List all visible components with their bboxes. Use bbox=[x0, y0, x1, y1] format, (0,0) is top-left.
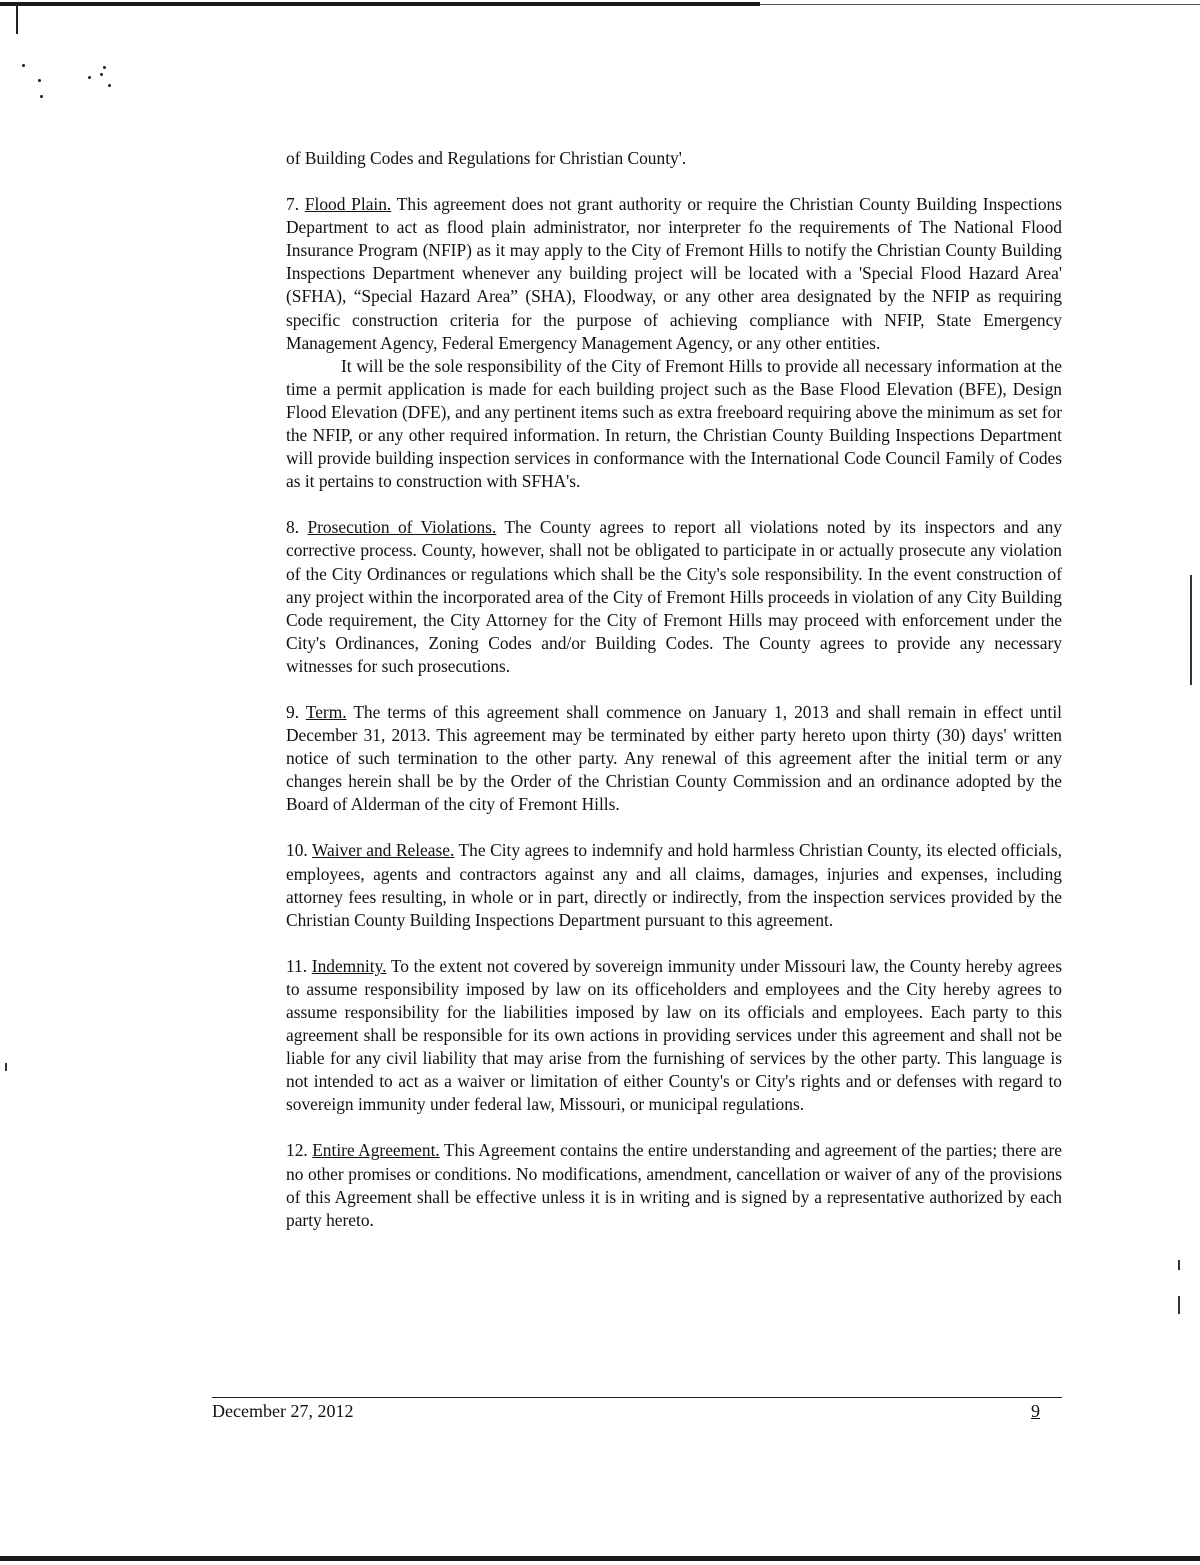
section-number: 8. bbox=[286, 517, 300, 538]
scan-speck bbox=[88, 76, 91, 79]
scan-right-edge bbox=[1190, 575, 1192, 685]
section-text: This Agreement contains the entire understanding and agreement of the parties; there are no other promises or conditions. No modifications, amendment, cancellation or waiver of any of the provisions of this Agreement shall be effective unless it is in writing and is signed by a representative authorized by each party hereto. bbox=[286, 1140, 1062, 1230]
scan-speck bbox=[40, 95, 43, 98]
section-number: 9. bbox=[286, 701, 300, 722]
document-body bbox=[286, 147, 1062, 1232]
section-text: The County agrees to report all violations noted by its inspectors and any corrective process. County, however, shall not be obligated to participate in or actually prosecute any violation of the City Ordinances or regulations which shall be the City's sole responsibility. In the event construction of any project within the incorporated area of the City of Fremont Hills proceeds in violation of any City Building Code requirement, the City Attorney for the City of Fremont Hills may proceed with enforcement under the City's Ordinances, Zoning Codes and/or Building Codes. The County agrees to provide any necessary witnesses for such prosecutions. bbox=[286, 517, 1062, 676]
section-text: The terms of this agreement shall commence on January 1, 2013 and shall remain in effect until December 31, 2013. This agreement may be terminated by either party hereto upon thirty (30) days' written notice of such termination to the other party. Any renewal of this agreement after the initial term or any changes herein shall be by the Order of the Christian County Commission and an ordinance adopted by the Board of Alderman of the city of Fremont Hills. bbox=[286, 701, 1062, 815]
section-number: 10. bbox=[286, 840, 308, 861]
section-9-paragraph bbox=[286, 701, 1062, 816]
section-number: 11. bbox=[286, 955, 308, 976]
section-heading: Prosecution of Violations. bbox=[307, 517, 497, 538]
scan-tick-mark bbox=[5, 1063, 7, 1071]
section-7-paragraph-2: It will be the sole responsibility of the City of Fremont Hills to provide all necessary information at the time a permit application is made for each building project such as the Base Flood Elevation (BFE), Design Flood Elevation (DFE), and any pertinent items such as extra freeboard requiring above the minimum as set for the NFIP, or any other required information. In return, the Christian County Building Inspections Department will provide building inspection services in conformance with the International Code Council Family of Codes as it pertains to construction with SFHA's. bbox=[286, 355, 1062, 492]
scan-speck bbox=[103, 66, 106, 69]
section-11-paragraph bbox=[286, 955, 1062, 1117]
scan-top-bar bbox=[0, 2, 760, 6]
section-heading: Waiver and Release. bbox=[311, 840, 455, 861]
section-8-paragraph bbox=[286, 516, 1062, 678]
scan-speck bbox=[108, 84, 111, 87]
scan-tick-mark bbox=[1178, 1260, 1180, 1270]
scan-speck bbox=[38, 79, 41, 82]
section-heading: Entire Agreement. bbox=[312, 1140, 440, 1161]
section-text: To the extent not covered by sovereign immunity under Missouri law, the County hereby agrees to assume responsibility imposed by law on its officeholders and employees and the City hereby agrees to assume responsibility for the liabilities imposed by law on its officials and employees. Each party to this agreement shall be responsible for its own actions in providing services under this agreement and shall not be liable for any civil liability that may arise from the furnishing of services by the other party. This language is not intended to act as a waiver or limitation of either County's or City's rights and or defenses with regard to sovereign immunity under federal law, Missouri, or municipal regulations. bbox=[286, 955, 1062, 1115]
footer-rule bbox=[212, 1397, 1062, 1398]
scan-speck bbox=[100, 73, 103, 76]
scan-bottom-border bbox=[0, 1556, 1200, 1561]
scan-left-edge bbox=[16, 4, 18, 34]
section-12-paragraph bbox=[286, 1139, 1062, 1231]
scan-top-border bbox=[0, 0, 1200, 12]
section-number: 12. bbox=[286, 1140, 308, 1161]
scan-top-line bbox=[760, 4, 1200, 5]
section-number: 7. bbox=[286, 194, 300, 215]
opening-line: of Building Codes and Regulations for Christian County'. bbox=[286, 148, 687, 168]
section-heading: Indemnity. bbox=[311, 955, 387, 976]
section-heading: Flood Plain. bbox=[304, 194, 392, 215]
section-10-paragraph bbox=[286, 839, 1062, 931]
scan-tick-mark bbox=[1178, 1296, 1180, 1314]
page-number: 9 bbox=[1031, 1401, 1040, 1421]
section-text: This agreement does not grant authority or require the Christian County Building Inspections Department to act as flood plain administrator, nor interpreter fo the requirements of The National Flood Insurance Program (NFIP) as it may apply to the City of Fremont Hills to notify the Christian County Building Inspections Department whenever any building project will be located with a 'Special Flood Hazard Area' (SFHA), “Special Hazard Area” (SHA), Floodway, or any other area designated by the NFIP as requiring specific construction criteria for the purpose of achieving compliance with NFIP, State Emergency Management Agency, Federal Emergency Management Agency, or any other entities. bbox=[286, 194, 1062, 353]
section-heading: Term. bbox=[305, 701, 347, 722]
section-text: The City agrees to indemnify and hold harmless Christian County, its elected officials, employees, agents and contractors against any and all claims, damages, injuries and expenses, including attorney fees resulting, in whole or in part, directly or indirectly, from the inspection services provided by the Christian County Building Inspections Department pursuant to this agreement. bbox=[286, 840, 1062, 930]
footer-date: December 27, 2012 bbox=[212, 1401, 354, 1421]
section-7-paragraph-1 bbox=[286, 193, 1062, 355]
scan-speck bbox=[22, 64, 25, 67]
